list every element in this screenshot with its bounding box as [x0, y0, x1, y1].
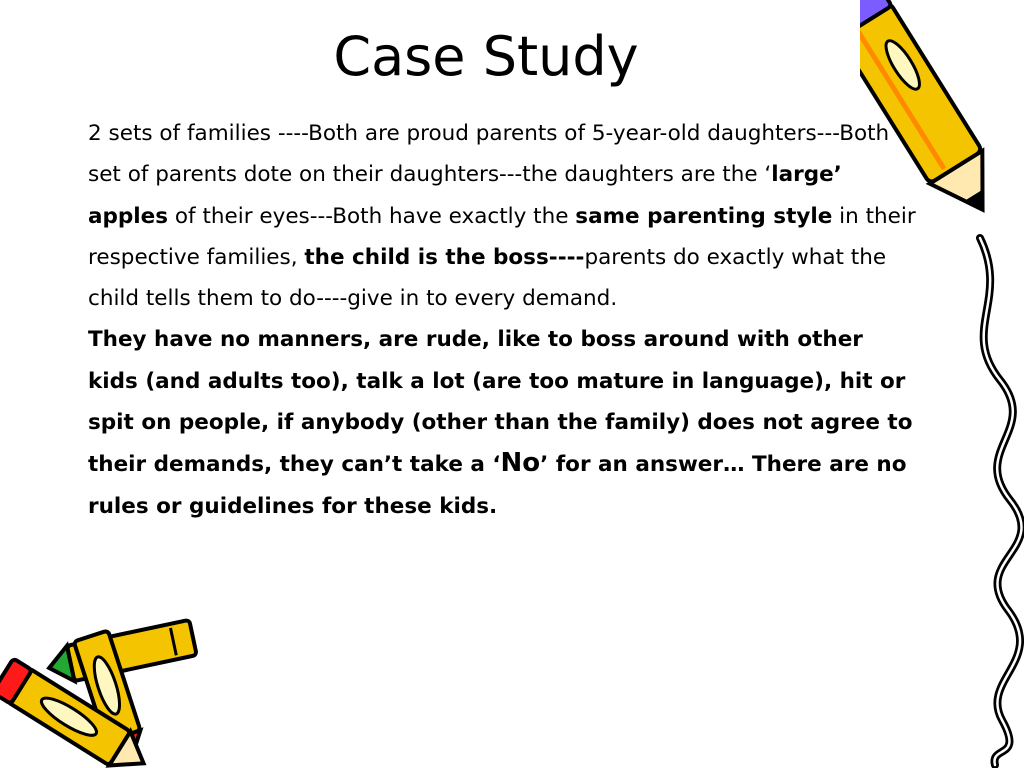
p1-bold-1: large’ apples [88, 162, 842, 229]
paragraph-1 [88, 113, 918, 319]
p1-bold-2: same parenting style [575, 203, 833, 229]
p1-text-1: 2 sets of families ----Both are proud parents of 5-year-old daughters---Both set of parents dote on their daughters---the daughters are the ‘ [88, 121, 890, 188]
slide-body [88, 113, 918, 527]
slide-title: Case Study [333, 25, 639, 88]
p1-text-4: parents do exactly what the child tells them to do----give in to every demand. [88, 244, 887, 312]
p1-text-3: in their respective families, [88, 203, 916, 270]
crayons-icon [0, 615, 210, 768]
p2-bold-1: They have no manners, are rude, like to boss around with other kids (and adults too), talk a lot (are too mature in language), hit or spit on people, if anybody (other than the family) does not agree to their demands, they can’t take a ‘ [88, 327, 913, 478]
pencil-icon [860, 0, 1024, 768]
p1-bold-3: the child is the boss---- [304, 244, 585, 270]
p2-bold-2: ’ for an answer… There are no rules or guidelines for these kids. [88, 452, 907, 519]
paragraph-2 [88, 319, 918, 526]
p2-no: No [500, 448, 541, 479]
p1-text-2: of their eyes---Both have exactly the [168, 203, 576, 229]
